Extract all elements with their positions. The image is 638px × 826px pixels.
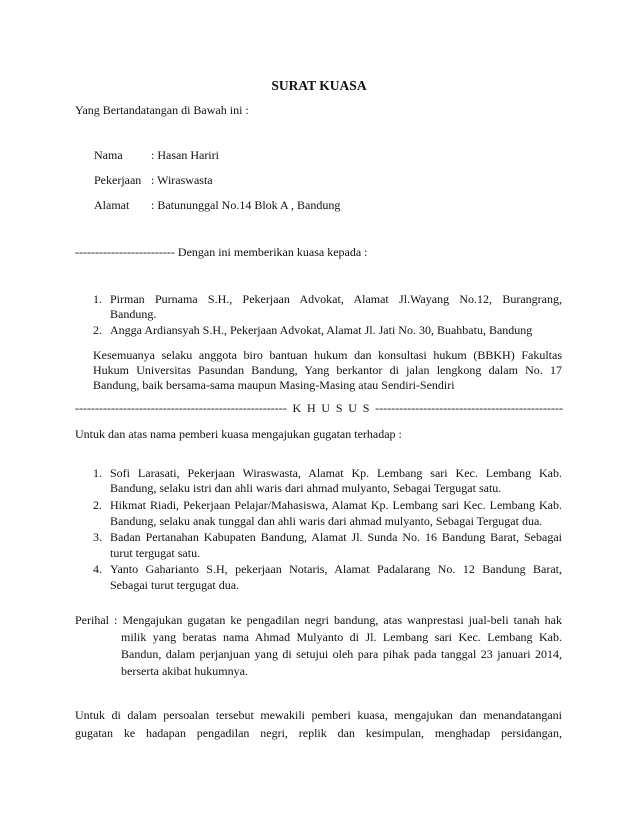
attorney-2-number: 2. <box>93 323 102 337</box>
attorney-1-line2: Bandung. <box>110 307 157 321</box>
defendant-4-line2: Sebagai turut tergugat dua. <box>110 578 240 592</box>
name-label: Nama <box>94 148 123 162</box>
defendant-2-line2: Bandung, selaku anak tunggal dan ahli waris dari ahmad mulyanto, Sebagai Tergugat dua. <box>110 514 543 528</box>
firm-line1: Kesemuanya selaku anggota biro bantuan hukum dan konsultasi hukum (BBKH) Fakultas <box>93 348 562 362</box>
defendant-1-number: 1. <box>93 466 102 480</box>
perihal-line2: milik yang beratas nama Ahmad Mulyanto di Jl. Lembang sari Kec. Lembang Kab. <box>121 630 562 644</box>
defendant-3-line1: Badan Pertanahan Kabupaten Bandung, Alamat Jl. Sunda No. 16 Bandung Barat, Sebagai <box>110 530 562 544</box>
grant-line: ------------------------- Dengan ini memberikan kuasa kepada : <box>75 245 368 259</box>
attorney-1-number: 1. <box>93 292 102 306</box>
perihal-line3: Bandun, dalam perjanjuan yang di setujui oleh para pihak pada tanggal 23 januari 2014, <box>121 647 562 661</box>
document-title: SURAT KUASA <box>271 78 367 93</box>
defendant-2-line1: Hikmat Riadi, Pekerjaan Pelajar/Mahasiswa, Alamat Kp. Lembang sari Kec. Lembang Kab. <box>110 498 562 512</box>
closing-line1: Untuk di dalam persoalan tersebut mewakili pemberi kuasa, mengajukan dan menandatangani <box>75 708 562 722</box>
closing-line2: gugatan ke hadapan pengadilan negri, replik dan kesimpulan, menghadap persidangan, <box>75 726 562 740</box>
name-value: : Hasan Hariri <box>151 148 219 162</box>
defendant-2-number: 2. <box>93 498 102 512</box>
defendant-4-line1: Yanto Gaharianto S.H, pekerjaan Notaris, Alamat Padalarang No. 12 Bandung Barat, <box>110 562 562 576</box>
khusus-separator: ----------------------------------------------------- K H U S U S ----------------------------------------------- <box>75 401 563 415</box>
address-label: Alamat <box>94 198 130 212</box>
firm-line3: Bandung, baik bersama-sama maupun Masing-Masing atau Sendiri-Sendiri <box>93 378 455 392</box>
attorney-1-line1: Pirman Purnama S.H., Pekerjaan Advokat, Alamat Jl.Wayang No.12, Burangrang, <box>110 292 562 306</box>
defendant-4-number: 4. <box>93 562 102 576</box>
defendant-1-line2: Bandung, selaku istri dan ahli waris dari ahmad mulyanto, Sebagai Tergugat satu. <box>110 481 502 495</box>
defendant-1-line1: Sofi Larasati, Pekerjaan Wiraswasta, Alamat Kp. Lembang sari Kec. Lembang Kab. <box>110 466 562 480</box>
firm-line2: Hukum Universitas Pasundan Bandung, Yang berkantor di jalan lengkong dalam No. 17 <box>93 363 562 377</box>
defendant-3-number: 3. <box>93 530 102 544</box>
address-value: : Batununggal No.14 Blok A , Bandung <box>151 198 341 212</box>
perihal-line4: berserta akibat hukumnya. <box>121 664 248 678</box>
attorney-2-line1: Angga Ardiansyah S.H., Pekerjaan Advokat, Alamat Jl. Jati No. 30, Buahbatu, Bandung <box>110 323 533 337</box>
defendant-3-line2: turut tergugat satu. <box>110 546 201 560</box>
perihal-line1: Perihal : Mengajukan gugatan ke pengadilan negri bandung, atas wanprestasi jual-beli tanah hak <box>75 613 562 627</box>
job-label: Pekerjaan <box>94 173 142 187</box>
job-value: : Wiraswasta <box>151 173 213 187</box>
intro-text: Yang Bertandatangan di Bawah ini : <box>75 103 249 117</box>
behalf-text: Untuk dan atas nama pemberi kuasa mengajukan gugatan terhadap : <box>75 427 402 441</box>
